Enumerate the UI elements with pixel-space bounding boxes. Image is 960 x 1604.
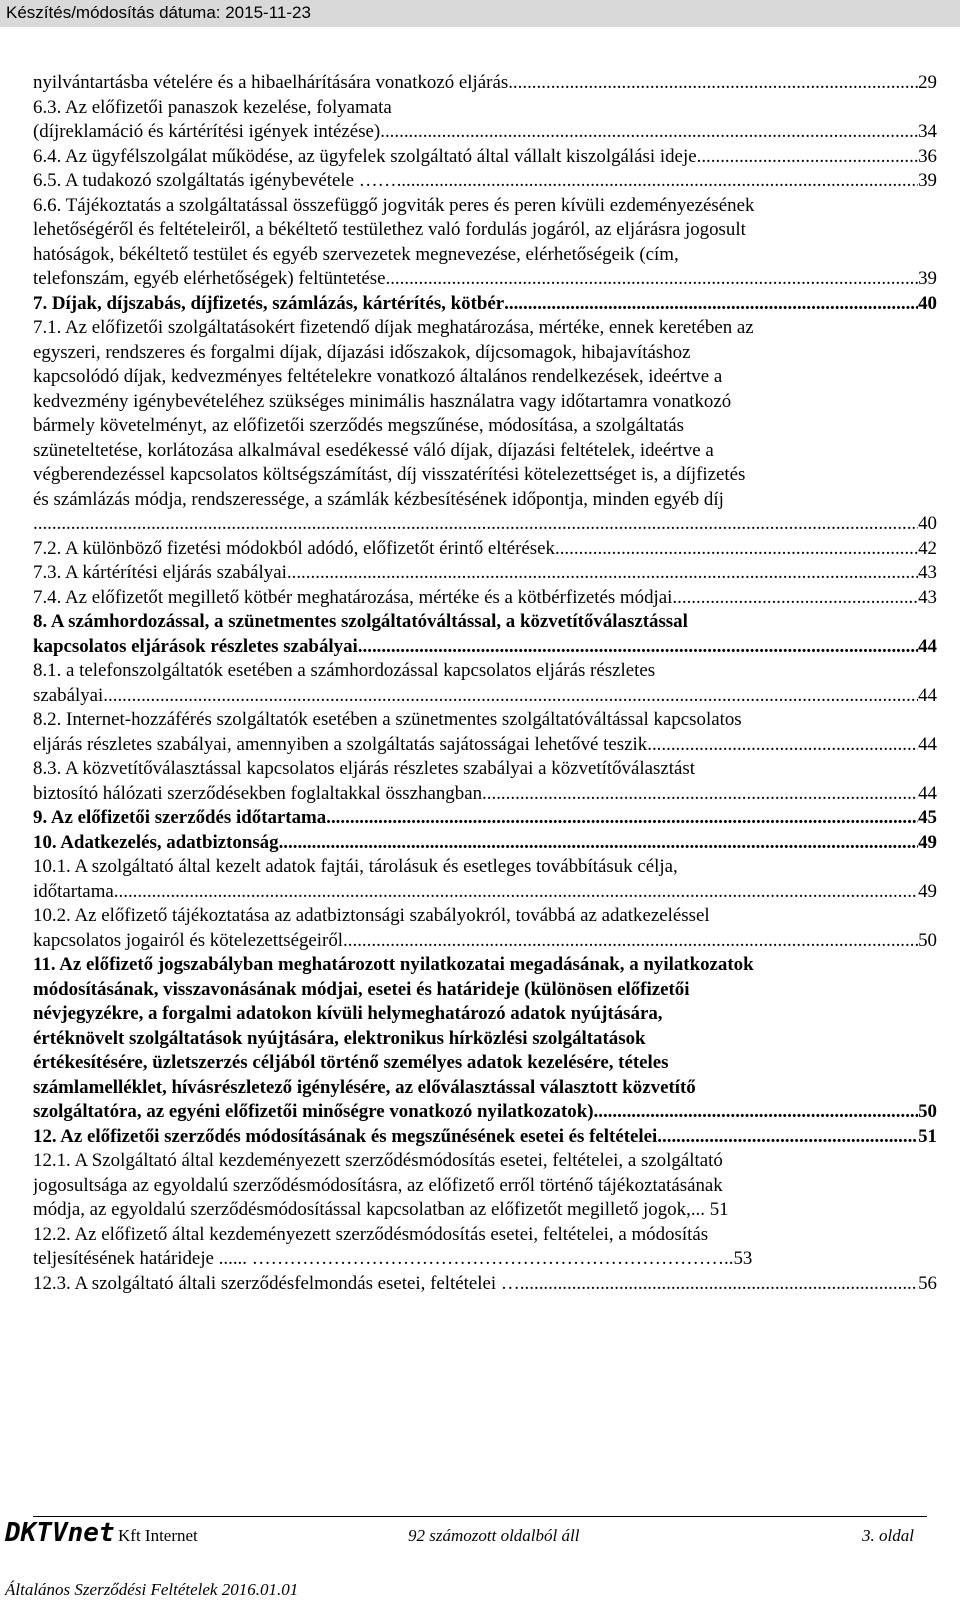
toc-entry: 11. Az előfizető jogszabályban meghatározott nyilatkozatai megadásának, a nyilatkozatok: [33, 954, 754, 975]
toc-entry: 7.1. Az előfizetői szolgáltatásokért fizetendő díjak meghatározása, mértéke, ennek keretében az: [33, 317, 754, 338]
toc-entry: kapcsolódó díjak, kedvezményes feltételekre vonatkozó általános rendelkezések, ideértve a: [33, 366, 723, 387]
toc-entry: [33, 635, 937, 660]
toc-entry: [33, 684, 937, 709]
toc-entry-text: 7.3. A kártérítési eljárás szabályai: [33, 562, 287, 583]
toc-entry: 8.3. A közvetítőválasztással kapcsolatos eljárás részletes szabályai a közvetítőválasztást: [33, 758, 695, 779]
toc-entry-text: 7. Díjak, díjszabás, díjfizetés, számlázás, kártérítés, kötbér: [33, 292, 505, 314]
toc-entry-text: 9. Az előfizetői szerződés időtartama: [33, 807, 327, 828]
toc-entry: [33, 806, 937, 831]
toc-dot-leader: [385, 267, 918, 292]
toc-entry: [33, 733, 937, 758]
toc-entry-text: eljárás részletes szabályai, amennyiben a szolgáltatás sajátosságai lehetővé teszik: [33, 733, 648, 755]
toc-entry: 8.2. Internet-hozzáférés szolgáltatók esetében a szünetmentes szolgáltatóváltással kapcsolatos: [33, 709, 742, 730]
toc-entry: 10.1. A szolgáltató által kezelt adatok fajtái, tárolásuk és esetleges továbbításuk célja,: [33, 856, 678, 877]
toc-page-number: 29: [918, 72, 937, 93]
brand-logo: DKTVnet: [5, 1518, 115, 1548]
toc-dot-leader: [482, 782, 918, 807]
toc-page-number: 44: [918, 782, 937, 804]
toc-entry: [33, 71, 937, 96]
toc-entry: végberendezéssel kapcsolatos költségszámítást, díj visszatérítési kötelezettséget is, a díjfizetés: [33, 464, 746, 485]
toc-dot-leader: [287, 561, 918, 586]
toc-entry-text: nyilvántartásba vételére és a hibaelhárítására vonatkozó eljárás: [33, 72, 509, 93]
toc-entry: 10.2. Az előfizető tájékoztatása az adatbiztonsági szabályokról, továbbá az adatkezeléssel: [33, 905, 710, 926]
toc-entry: [33, 267, 937, 292]
toc-dot-leader: [103, 684, 918, 709]
toc-entry: [33, 292, 937, 317]
toc-entry: [33, 586, 937, 611]
toc-page-number: 39: [918, 170, 937, 191]
toc-entry: [33, 831, 937, 856]
toc-dot-leader: [647, 733, 918, 758]
table-of-contents: [33, 71, 937, 1296]
toc-entry: módja, az egyoldalú szerződésmódosítással kapcsolatban az előfizetőt megillető jogok,... 51: [33, 1199, 729, 1220]
toc-entry: [33, 169, 937, 194]
toc-dot-leader: [520, 1272, 918, 1297]
toc-dot-leader: [380, 120, 918, 145]
toc-page-number: 51: [918, 1125, 937, 1147]
toc-dot-leader: [358, 635, 918, 660]
toc-entry: jogosultsága az egyoldalú szerződésmódosításra, az előfizető erről történő tájékoztatásának: [33, 1174, 723, 1196]
toc-page-number: 45: [918, 807, 937, 828]
toc-dot-leader: [326, 806, 918, 831]
toc-entry-text: szabályai: [33, 684, 104, 706]
company-name: Kft Internet: [118, 1526, 198, 1545]
toc-entry: hatóságok, békéltető testület és egyéb szervezetek megnevezése, elérhetőségeik (cím,: [33, 243, 679, 265]
toc-entry-text: 7.2. A különböző fizetési módokból adódó, előfizetőt érintő eltérések: [33, 537, 555, 559]
toc-entry-text: kapcsolatos jogairól és kötelezettségeiről: [33, 929, 344, 951]
modification-date: Készítés/módosítás dátuma: 2015-11-23: [6, 3, 311, 22]
toc-dot-leader: [114, 880, 918, 905]
toc-dot-leader: [697, 145, 919, 170]
toc-entry: [33, 782, 937, 807]
toc-entry: 6.6. Tájékoztatás a szolgáltatással összefüggő jogviták peres és peren kívüli ezdeményezésének: [33, 194, 755, 216]
toc-dot-leader: [672, 586, 918, 611]
page-number: 3. oldal: [862, 1526, 914, 1545]
page-header: [0, 0, 960, 27]
toc-page-number: 49: [918, 880, 937, 902]
toc-entry: [33, 929, 937, 954]
toc-entry: [33, 880, 937, 905]
toc-entry: lehetőségéről és feltételeiről, a békéltető testülethez való fordulás jogáról, az eljárásra jogosult: [33, 219, 746, 240]
toc-entry-text: időtartama: [33, 880, 114, 902]
toc-dot-leader: [343, 929, 918, 954]
page-count: 92 számozott oldalból áll: [408, 1526, 580, 1545]
toc-entry: szüneteltetése, korlátozása alkalmával esedékessé váló díjak, díjazási feltételek, ideértve a: [33, 439, 714, 461]
toc-page-number: 50: [918, 1101, 937, 1122]
toc-dot-leader: [657, 1125, 918, 1150]
toc-entry: [33, 1125, 937, 1150]
toc-entry: névjegyzékre, a forgalmi adatokon kívüli helymeghatározó adatok nyújtására,: [33, 1003, 663, 1024]
toc-entry: bármely követelményt, az előfizetői szerződés megszűnése, módosítása, a szolgáltatás: [33, 415, 684, 436]
toc-page-number: 44: [918, 635, 937, 657]
toc-dot-leader: [594, 1100, 919, 1125]
toc-entry: 8. A számhordozással, a szünetmentes szolgáltatóváltással, a közvetítőválasztással: [33, 611, 688, 632]
toc-entry: [33, 1100, 937, 1125]
toc-entry: 6.3. Az előfizetői panaszok kezelése, folyamata: [33, 96, 392, 118]
toc-page-number: 39: [918, 268, 937, 289]
toc-entry: számlamelléklet, hívásrészletező igénylésére, az előválasztással választott közvetítő: [33, 1076, 696, 1098]
toc-entry: és számlázás módja, rendszeressége, a számlák kézbesítésének időpontja, minden egyéb díj: [33, 488, 724, 510]
toc-entry: [33, 145, 937, 170]
toc-entry: 12.2. Az előfizető által kezdeményezett szerződésmódosítás esetei, feltételei, a módosítás: [33, 1223, 709, 1245]
toc-dot-leader: [504, 292, 918, 317]
toc-entry-text: 10. Adatkezelés, adatbiztonság: [33, 831, 279, 853]
toc-entry-text: (díjreklamáció és kártérítési igények intézése): [33, 121, 381, 142]
toc-entry: értéknövelt szolgáltatások nyújtására, elektronikus hírközlési szolgáltatások: [33, 1027, 646, 1049]
footer-divider: [33, 1516, 927, 1517]
toc-entry: [33, 1272, 937, 1297]
toc-page-number: 50: [918, 929, 937, 951]
toc-entry-text: biztosító hálózati szerződésekben foglaltakkal összhangban: [33, 782, 483, 804]
toc-entry: [33, 120, 937, 145]
toc-entry: egyszeri, rendszeres és forgalmi díjak, díjazási időszakok, díjcsomagok, hibajavításhoz: [33, 341, 691, 363]
toc-page-number: 43: [918, 586, 937, 608]
toc-dot-leader: [397, 169, 919, 194]
toc-dot-leader: [508, 71, 918, 96]
toc-entry: kedvezmény igénybevételéhez szükséges minimális használatra vagy időtartamra vonatkozó: [33, 390, 732, 412]
toc-entry-text: 6.5. A tudakozó szolgáltatás igénybevétele ……: [33, 170, 397, 191]
toc-page-number: 44: [918, 684, 937, 706]
toc-entry: 12.1. A Szolgáltató által kezdeményezett szerződésmódosítás esetei, feltételei, a szolgáltató: [33, 1150, 723, 1171]
toc-entry: módosításának, visszavonásának módjai, esetei és határideje (különösen előfizetői: [33, 978, 690, 1000]
document-name: Általános Szerződési Feltételek 2016.01.01: [5, 1580, 299, 1599]
toc-dot-leader: [33, 512, 918, 537]
toc-entry-text: szolgáltatóra, az egyéni előfizetői minőségre vonatkozó nyilatkozatok): [33, 1101, 594, 1122]
toc-dot-leader: [555, 537, 918, 562]
toc-page-number: 40: [918, 292, 937, 314]
toc-dot-leader: [279, 831, 919, 856]
toc-entry-text: 12. Az előfizetői szerződés módosításának és megszűnésének esetei és feltételei: [33, 1125, 658, 1147]
toc-page-number: 43: [918, 562, 937, 583]
toc-page-number: 49: [918, 831, 937, 853]
toc-entry: [33, 537, 937, 562]
toc-page-number: 40: [918, 513, 937, 534]
toc-entry-text: 12.3. A szolgáltató általi szerződésfelmondás esetei, feltételei …: [33, 1272, 520, 1294]
toc-page-number: 42: [918, 537, 937, 559]
toc-entry-text: 7.4. Az előfizetőt megillető kötbér meghatározása, mértéke és a kötbérfizetés módjai: [33, 586, 673, 608]
toc-entry: [33, 512, 937, 537]
toc-entry-text: kapcsolatos eljárások részletes szabályai: [33, 635, 358, 657]
toc-entry: értékesítésére, üzletszerzés céljából történő személyes adatok kezelésére, tételes: [33, 1052, 669, 1073]
toc-page-number: 44: [918, 733, 937, 755]
toc-page-number: 34: [918, 121, 937, 142]
toc-entry: teljesítésének határideje ...... …………………………………………………………………..53: [33, 1248, 753, 1269]
toc-entry: 8.1. a telefonszolgáltatók esetében a számhordozással kapcsolatos eljárás részletes: [33, 660, 656, 681]
toc-entry: [33, 561, 937, 586]
toc-entry-text: 6.4. Az ügyfélszolgálat működése, az ügyfelek szolgáltató által vállalt kiszolgálási ideje: [33, 145, 697, 167]
toc-page-number: 56: [918, 1272, 937, 1294]
toc-entry-text: telefonszám, egyéb elérhetőségek) feltüntetése: [33, 268, 386, 289]
toc-page-number: 36: [918, 145, 937, 167]
